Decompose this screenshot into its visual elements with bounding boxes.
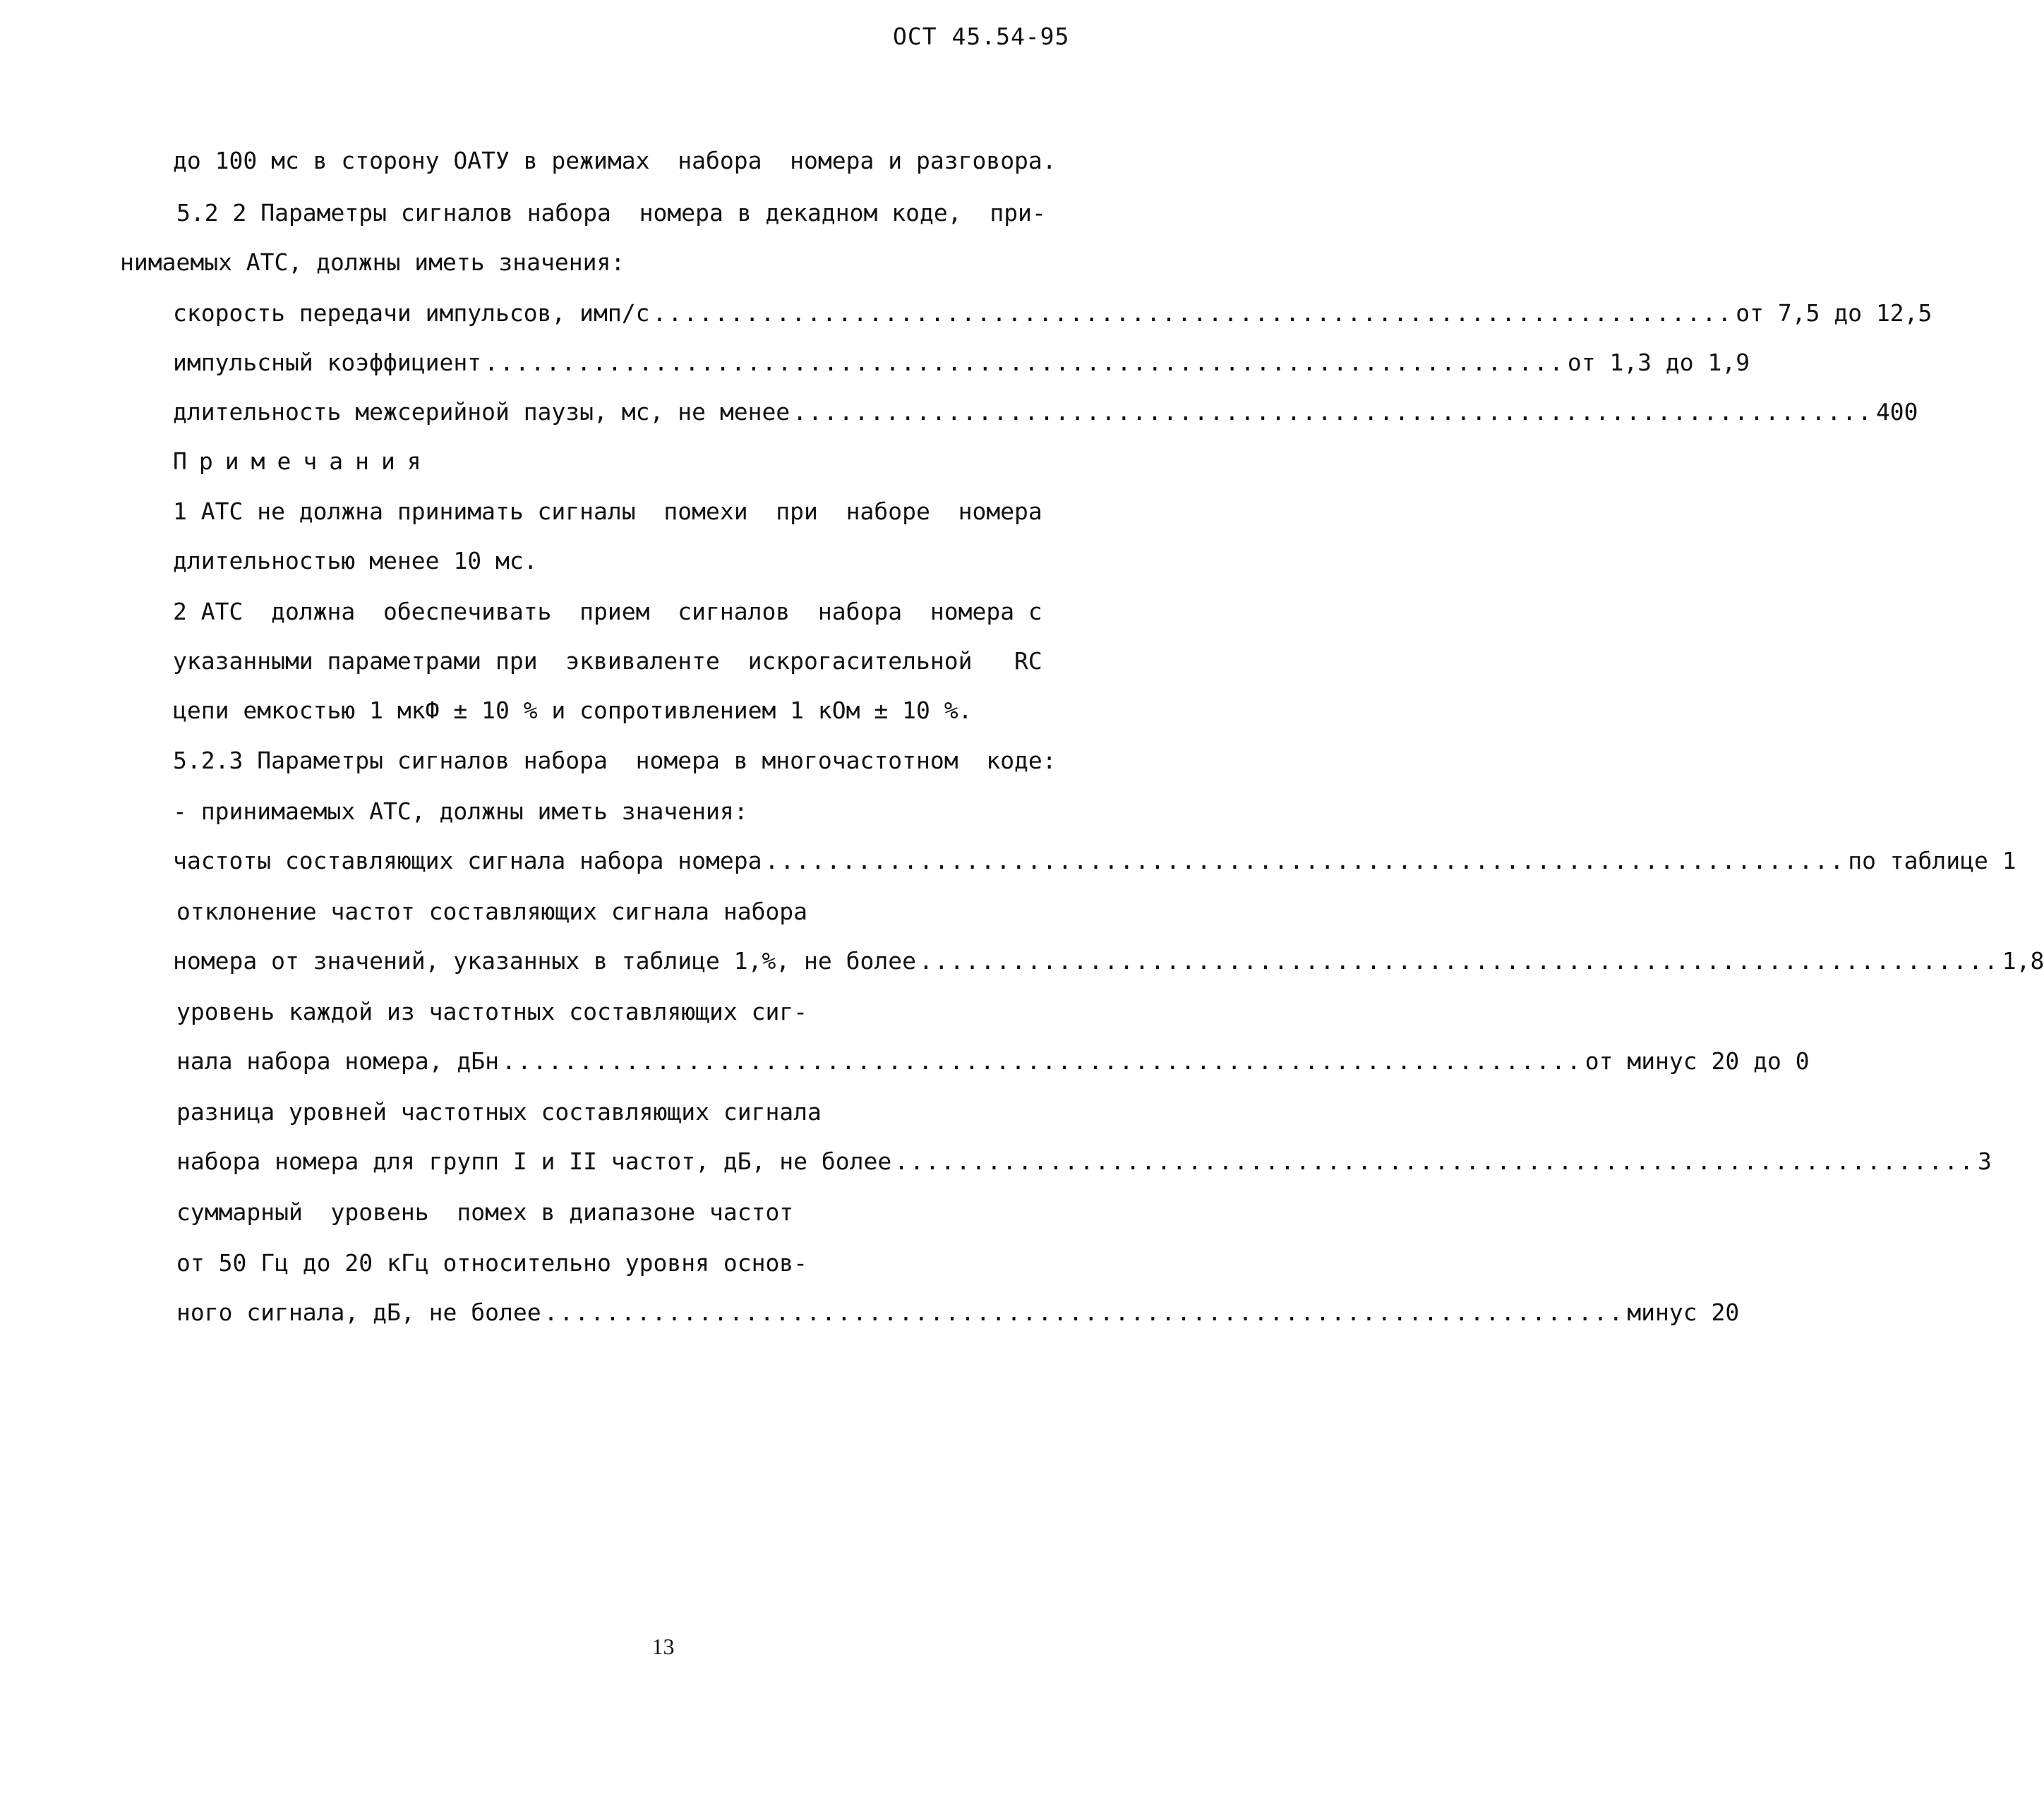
clause-5-2-2-line-2: нимаемых АТС, должны иметь значения: [120,248,625,276]
page-number: 13 [651,1634,675,1659]
param-label: частоты составляющих сигнала набора номера [173,847,762,874]
param-value: от минус 20 до 0 [1585,1047,1810,1075]
dot-leader: ...................................................................... [894,1148,1976,1175]
param-pulse-rate [173,299,1932,327]
note-1-line-2: длительностью менее 10 мс. [173,547,538,574]
param-label: нала набора номера, дБн [176,1047,499,1075]
param-value: 400 [1875,398,1918,426]
param-value: минус 20 [1627,1299,1740,1326]
note-2-line-1: 2 АТС должна обеспечивать прием сигналов набора номера с [173,598,1042,625]
param-value: 1,8 [2002,947,2044,975]
param-component-level-line-1: уровень каждой из частотных составляющих сиг- [176,998,808,1025]
param-component-level [176,1047,1810,1076]
clause-5-2-3-line-2: - принимаемых АТС, должны иметь значения: [173,797,748,825]
param-frequency-deviation-line-1: отклонение частот составляющих сигнала набора [176,898,808,925]
note-2-line-2: указанными параметрами при эквиваленте искрогасительной RC [173,647,1042,675]
param-label: скорость передачи импульсов, имп/с [173,299,650,327]
param-signal-frequencies [173,847,2016,875]
param-label: длительность межсерийной паузы, мс, не менее [173,398,790,426]
param-value: от 1,3 до 1,9 [1567,349,1750,376]
dot-leader: ...................................................................... [919,947,2000,975]
param-frequency-deviation [173,947,2044,975]
continuation-line: до 100 мс в сторону ОАТУ в режимах набора номера и разговора. [173,147,1057,174]
param-value: по таблице 1 [1848,847,2016,874]
dot-leader: ...................................................................... [764,847,1846,874]
param-label: ного сигнала, дБ, не более [176,1299,541,1326]
dot-leader: ...................................................................... [652,299,1733,327]
note-2-line-3: цепи емкостью 1 мкФ ± 10 % и сопротивлением 1 кОм ± 10 %. [173,697,973,724]
clause-5-2-3-line-1: 5.2.3 Параметры сигналов набора номера в многочастотном коде: [173,747,1057,774]
param-total-noise-line-2: от 50 Гц до 20 кГц относительно уровня основ- [176,1249,808,1277]
param-value: от 7,5 до 12,5 [1736,299,1932,327]
param-pulse-coefficient [173,349,1750,377]
notes-heading: Примечания [173,447,433,475]
param-total-noise-line-1: суммарный уровень помех в диапазоне частот [176,1198,794,1226]
param-total-noise [176,1299,1740,1327]
param-value: 3 [1978,1148,1992,1175]
param-label: набора номера для групп I и II частот, дБ, не более [176,1148,892,1175]
param-interseries-pause [173,398,1918,426]
param-level-difference-line-1: разница уровней частотных составляющих сигнала [176,1098,822,1126]
dot-leader: ...................................................................... [793,398,1873,426]
document-code: ОСТ 45.54-95 [893,23,1070,50]
dot-leader: ...................................................................... [543,1299,1625,1326]
dot-leader: ...................................................................... [484,349,1565,376]
note-1-line-1: 1 АТС не должна принимать сигналы помехи при наборе номера [173,498,1042,525]
param-level-difference [176,1148,1992,1176]
param-label: номера от значений, указанных в таблице 1,%, не более [173,947,916,975]
dot-leader: ...................................................................... [501,1047,1582,1075]
clause-5-2-2-line-1: 5.2 2 Параметры сигналов набора номера в декадном коде, при- [176,199,1046,227]
param-label: импульсный коэффициент [173,349,482,376]
